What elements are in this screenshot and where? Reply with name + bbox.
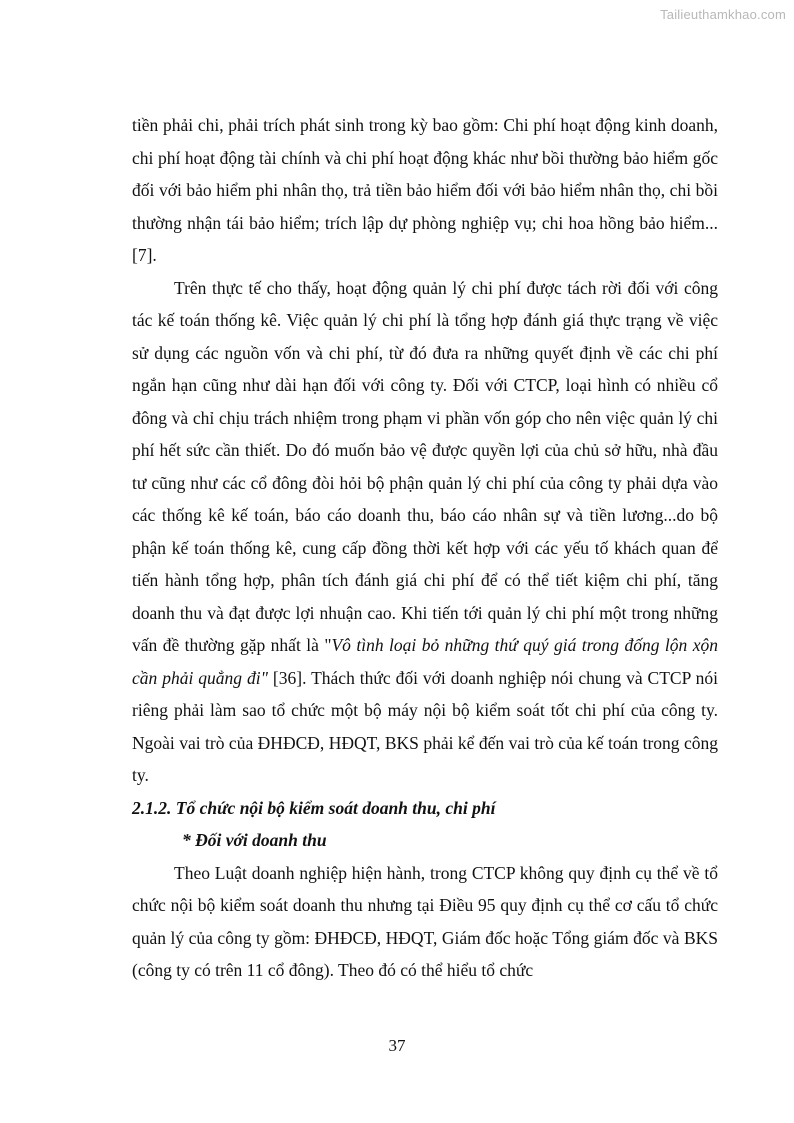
paragraph-text: [36]. Thách thức đối với doanh nghiệp nói chung và CTCP nói riêng phải làm sao tổ chức một bộ máy nội bộ kiểm soát tốt chi phí của công ty. Ngoài vai trò của ĐHĐCĐ, HĐQT, BKS phải kể đến vai trò của kế toán trong công ty. — [132, 667, 718, 785]
italic-quote: Vô tình loại bỏ những thứ quý giá trong đống lộn xộn cần phải quẳng đi" — [132, 635, 718, 688]
watermark: Tailieuthamkhao.com — [660, 7, 786, 22]
paragraph-text: Trên thực tế cho thấy, hoạt động quản lý chi phí được tách rời đối với công tác kế toán thống kê. Việc quản lý chi phí là tổng hợp đánh giá thực trạng về việc sử dụng các nguồn vốn và chi phí, từ đó đưa ra những quyết định về các chi phí ngắn hạn cũng như dài hạn đối với công ty. Đối với CTCP, loại hình có nhiều cổ đông và chỉ chịu trách nhiệm trong phạm vi phần vốn góp cho nên việc quản lý chi phí hết sức cần thiết. Do đó muốn bảo vệ được quyền lợi của chủ sở hữu, nhà đầu tư cũng như các cổ đông đòi hỏi bộ phận quản lý chi phí của công ty phải dựa vào các thống kê kế toán, báo cáo doanh thu, báo cáo nhân sự và tiền lương...do bộ phận kế toán thống kê, cung cấp đồng thời kết hợp với các yếu tố khách quan để tiến hành tổng hợp, phân tích đánh giá chi phí để có thể tiết kiệm chi phí, tăng doanh thu và đạt được lợi nhuận cao. Khi tiến tới quản lý chi phí một trong những vấn đề thường gặp nhất là " — [132, 277, 718, 655]
paragraph-revenue: Theo Luật doanh nghiệp hiện hành, trong CTCP không quy định cụ thể về tổ chức nội bộ kiểm soát doanh thu nhưng tại Điều 95 quy định cụ thể cơ cấu tổ chức quản lý của công ty gồm: ĐHĐCĐ, HĐQT, Giám đốc hoặc Tổng giám đốc và BKS (công ty có trên 11 cổ đông). Theo đó có thể hiểu tổ chức — [132, 862, 718, 980]
subsection-heading: * Đối với doanh thu — [182, 830, 327, 850]
page-body — [132, 109, 718, 987]
page-number: 37 — [388, 1036, 406, 1055]
section-heading: 2.1.2. Tổ chức nội bộ kiểm soát doanh thu, chi phí — [132, 797, 496, 818]
paragraph-continuation: tiền phải chi, phải trích phát sinh trong kỳ bao gồm: Chi phí hoạt động kinh doanh, chi phí hoạt động tài chính và chi phí hoạt động khác như bồi thường bảo hiểm gốc đối với bảo hiểm phi nhân thọ, trả tiền bảo hiểm đối với bảo hiểm nhân thọ, chi bồi thường nhận tái bảo hiểm; trích lập dự phòng nghiệp vụ; chi hoa hồng bảo hiểm...[7]. — [132, 115, 718, 265]
paragraph-cost-management — [132, 272, 718, 792]
